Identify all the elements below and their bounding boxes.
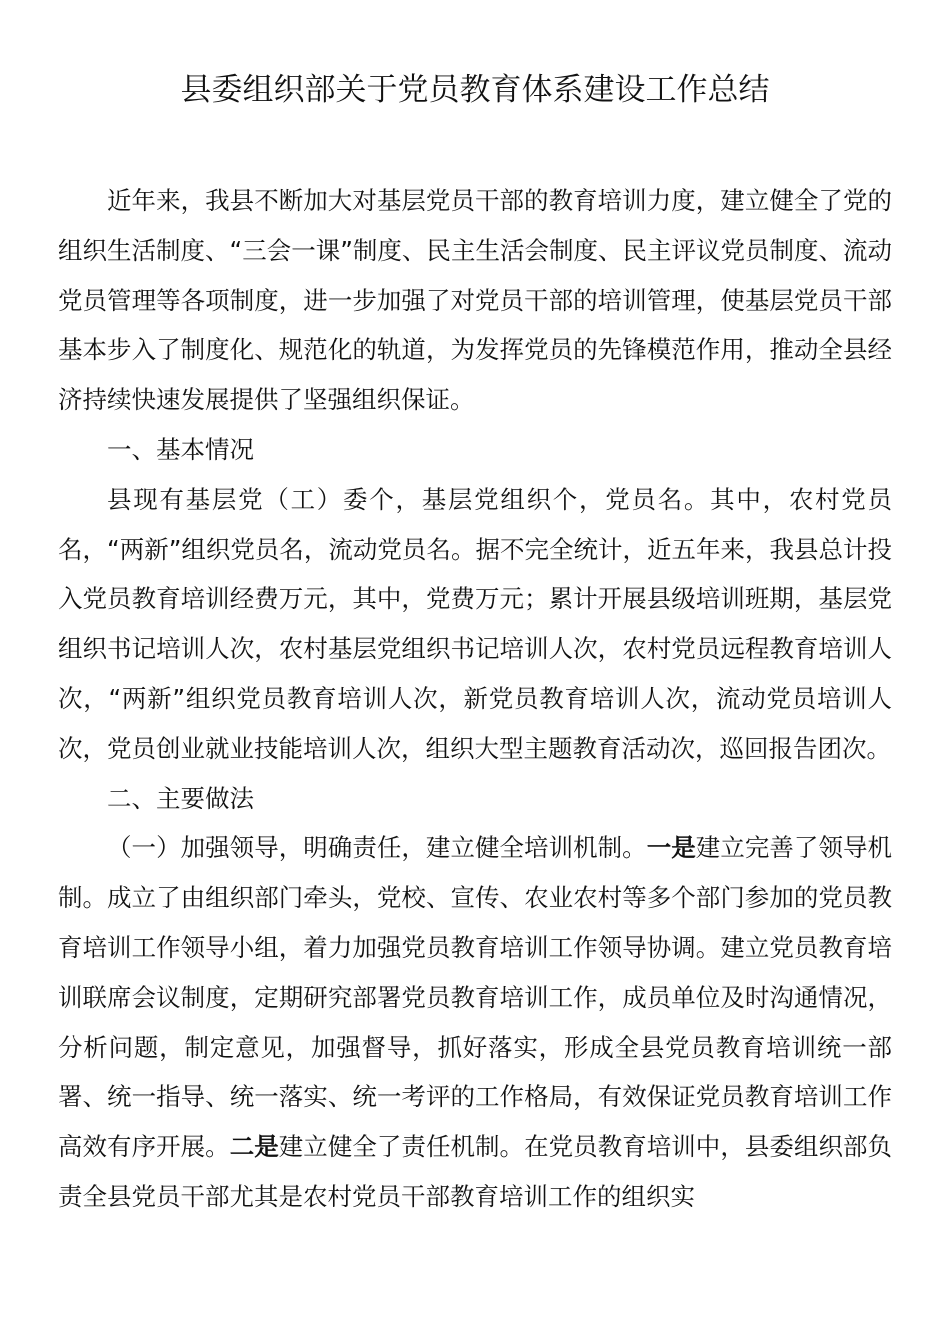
intro-paragraph: 近年来，我县不断加大对基层党员干部的教育培训力度，建立健全了党的组织生活制度、“三会一课”制度、民主生活会制度、民主评议党员制度、流动党员管理等各项制度，进一步加强了对党员干部的培训管理，使基层党员干部基本步入了制度化、规范化的轨道，为发挥党员的先锋模范作用，推动全县经济持续快速发展提供了坚强组织保证。	[58, 186, 892, 415]
point-one-label: 一是	[646, 833, 696, 863]
measure-one-lead: （一）加强领导，明确责任，建立健全培训机制。	[107, 833, 647, 863]
point-two-label: 二是	[229, 1132, 279, 1162]
section-heading-basic: 一、基本情况	[107, 434, 254, 464]
document-body	[58, 176, 892, 1222]
section-heading-measures: 二、主要做法	[107, 783, 254, 813]
measure-one-paragraph	[58, 823, 892, 1221]
point-one-text: 建立完善了领导机制。成立了由组织部门牵头，党校、宣传、农业农村等多个部门参加的党员教育培训工作领导小组，着力加强党员教育培训工作领导协调。建立党员教育培训联席会议制度，定期研究部署党员教育培训工作，成员单位及时沟通情况，分析问题，制定意见，加强督导，抓好落实，形成全县党员教育培训统一部署、统一指导、统一落实、统一考评的工作格局，有效保证党员教育培训工作高效有序开展。	[58, 833, 893, 1162]
document-page	[58, 0, 892, 1222]
point-two-text: 建立健全了责任机制。在党员教育培训中，县委组织部负责全县党员干部尤其是农村党员干部教育培训工作的组织实	[58, 1132, 893, 1211]
document-title: 县委组织部关于党员教育体系建设工作总结	[180, 72, 770, 108]
basic-situation-paragraph: 县现有基层党（工）委个，基层党组织个，党员名。其中，农村党员名，“两新”组织党员名，流动党员名。据不完全统计，近五年来，我县总计投入党员教育培训经费万元，其中，党费万元；累计开展县级培训班期，基层党组织书记培训人次，农村基层党组织书记培训人次，农村党员远程教育培训人次，“两新”组织党员教育培训人次，新党员教育培训人次，流动党员培训人次，党员创业就业技能培训人次，组织大型主题教育活动次，巡回报告团次。	[58, 484, 892, 763]
